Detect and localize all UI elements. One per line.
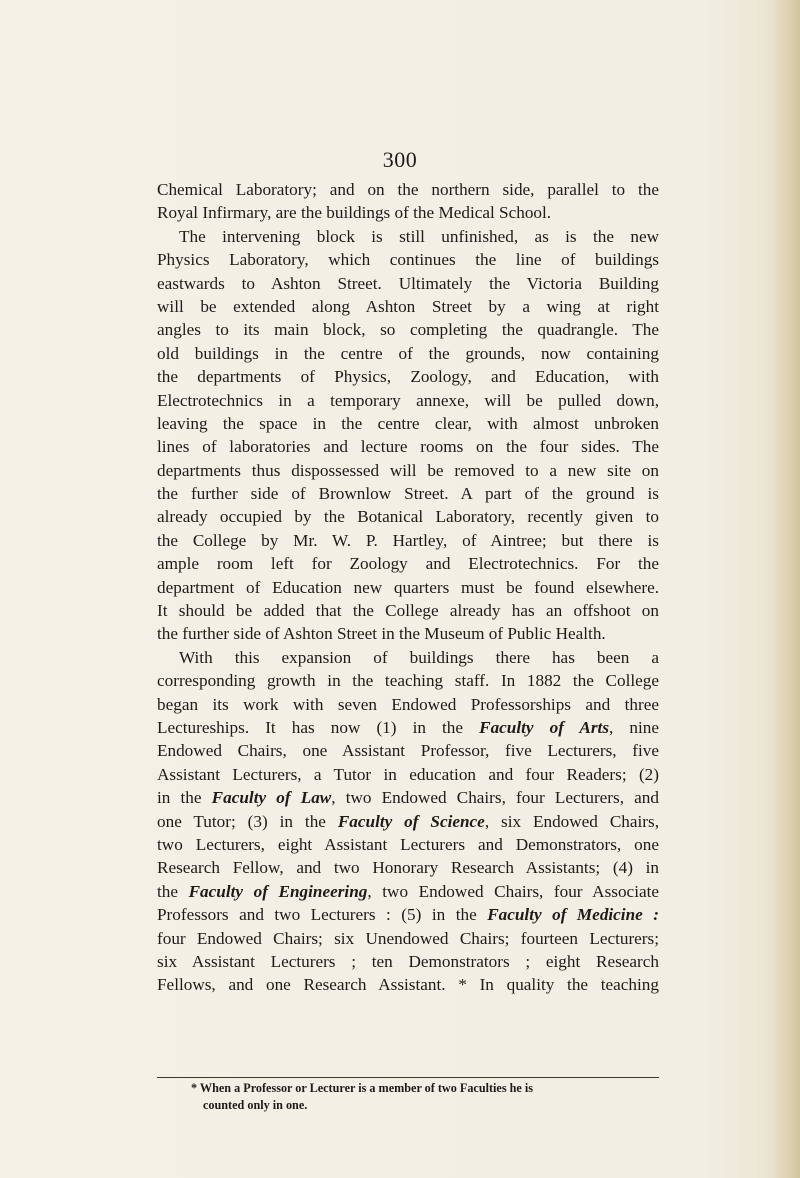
text-line: will be extended along Ashton Street by a wing at right: [157, 296, 659, 316]
italic-faculty-name: Faculty of Medicine :: [487, 905, 659, 925]
footnote-line: counted only in one.: [203, 1098, 308, 1112]
text-line: four Endowed Chairs; six Unendowed Chairs; fourteen Lecturers;: [157, 928, 659, 948]
text-segment: the: [157, 881, 189, 901]
text-line: Royal Infirmary, are the buildings of the Medical School.: [157, 203, 552, 223]
text-line: It should be added that the College already has an offshoot on: [157, 601, 659, 621]
text-line: the further side of Ashton Street in the Museum of Public Health.: [157, 624, 606, 644]
text-line-with-italic: [157, 810, 659, 833]
page-number: 300: [382, 147, 418, 172]
text-line: two Lecturers, eight Assistant Lecturers and Demonstrators, one: [157, 834, 659, 854]
text-line: began its work with seven Endowed Professorships and three: [157, 694, 659, 714]
text-segment: Lectureships. It has now (1) in the: [157, 717, 480, 737]
text-line: the further side of Brownlow Street. A part of the ground is: [157, 484, 659, 504]
text-line: corresponding growth in the teaching staff. In 1882 the College: [157, 671, 659, 691]
text-line: Physics Laboratory, which continues the line of buildings: [157, 250, 659, 270]
footnote: [157, 1080, 659, 1114]
text-segment: in the: [157, 788, 212, 808]
text-line-with-italic: [157, 716, 659, 739]
text-line: old buildings in the centre of the grounds, now containing: [157, 343, 659, 363]
text-line: the departments of Physics, Zoology, and Education, with: [157, 367, 659, 387]
text-line: Research Fellow, and two Honorary Research Assistants; (4) in: [157, 858, 659, 878]
text-line-with-italic: [157, 786, 659, 809]
text-line: lines of laboratories and lecture rooms on the four sides. The: [157, 437, 659, 457]
italic-faculty-name: Faculty of Science: [337, 811, 485, 831]
text-line: Fellows, and one Research Assistant. * In quality the teaching: [157, 975, 659, 995]
text-segment: one Tutor; (3) in the: [157, 811, 338, 831]
text-line: The intervening block is still unfinished, as is the new: [179, 226, 659, 246]
text-segment: , nine: [609, 717, 659, 737]
text-line: the College by Mr. W. P. Hartley, of Aintree; but there is: [157, 530, 659, 550]
text-line: department of Education new quarters must be found elsewhere.: [157, 577, 659, 597]
body-text: [157, 178, 659, 997]
text-line: ample room left for Zoology and Electrotechnics. For the: [157, 554, 659, 574]
page-edge-shadow: [772, 0, 800, 1178]
footnote-line: * When a Professor or Lecturer is a member of two Faculties he is: [191, 1081, 533, 1095]
text-line: already occupied by the Botanical Laboratory, recently given to: [157, 507, 659, 527]
italic-faculty-name: Faculty of Engineering: [188, 881, 368, 901]
text-segment: , two Endowed Chairs, four Associate: [367, 881, 659, 901]
footnote-divider: [157, 1077, 659, 1078]
text-line: angles to its main block, so completing the quadrangle. The: [157, 320, 659, 340]
text-line: departments thus dispossessed will be removed to a new site on: [157, 460, 659, 480]
text-segment: Professors and two Lecturers : (5) in the: [157, 905, 488, 925]
italic-faculty-name: Faculty of Law: [211, 788, 332, 808]
text-segment: , six Endowed Chairs,: [484, 811, 659, 831]
text-line: leaving the space in the centre clear, with almost unbroken: [157, 413, 659, 433]
italic-faculty-name: Faculty of Arts: [479, 717, 610, 737]
text-segment: , two Endowed Chairs, four Lecturers, and: [331, 788, 659, 808]
text-line: eastwards to Ashton Street. Ultimately the Victoria Building: [157, 273, 659, 293]
text-line: Electrotechnics in a temporary annexe, will be pulled down,: [157, 390, 659, 410]
text-line: Endowed Chairs, one Assistant Professor, five Lecturers, five: [157, 741, 659, 761]
text-line-with-italic: [157, 903, 659, 926]
text-line-with-italic: [157, 880, 659, 903]
text-line: six Assistant Lecturers ; ten Demonstrators ; eight Research: [157, 951, 659, 971]
text-line: Chemical Laboratory; and on the northern side, parallel to the: [157, 180, 659, 199]
text-line: With this expansion of buildings there has been a: [179, 647, 659, 667]
text-line: Assistant Lecturers, a Tutor in education and four Readers; (2): [157, 764, 659, 784]
